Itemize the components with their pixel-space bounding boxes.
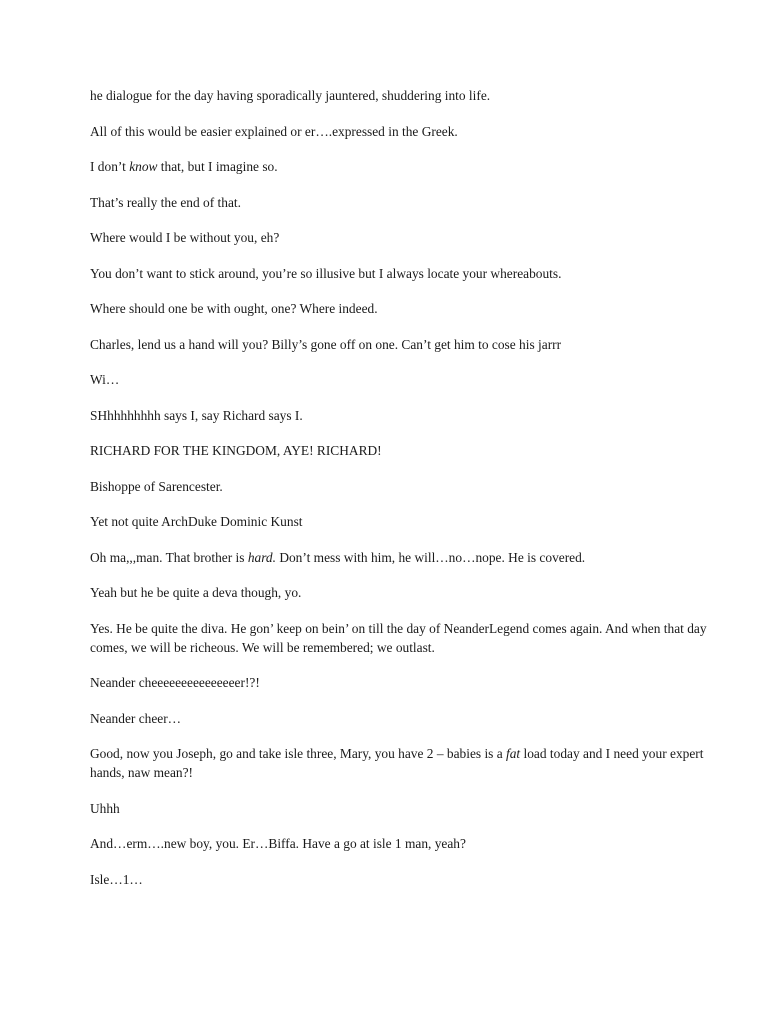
document-paragraph bbox=[90, 673, 710, 692]
document-paragraph bbox=[90, 477, 710, 496]
emphasized-text: hard. bbox=[247, 549, 276, 565]
document-paragraph bbox=[90, 406, 710, 425]
paragraph-text: And…erm….new boy, you. Er…Biffa. Have a go at isle 1 man, yeah? bbox=[90, 836, 466, 851]
paragraph-text: Don’t mess with him, he will…no…nope. He is covered. bbox=[275, 549, 586, 565]
paragraph-text: Isle…1… bbox=[90, 871, 143, 887]
document-paragraph bbox=[90, 583, 710, 602]
paragraph-text: I don’t bbox=[90, 159, 130, 174]
document-paragraph bbox=[90, 86, 710, 105]
document-paragraph bbox=[90, 122, 710, 141]
document-paragraph bbox=[90, 619, 710, 657]
document-paragraph bbox=[90, 264, 710, 283]
paragraph-text: All of this would be easier explained or er….expressed in the Greek. bbox=[90, 123, 458, 139]
emphasized-text: fat bbox=[506, 746, 521, 761]
document-paragraph bbox=[90, 335, 710, 354]
paragraph-text: Neander cheer… bbox=[90, 710, 182, 726]
paragraph-text: Where would I be without you, eh? bbox=[90, 230, 280, 245]
document-paragraph bbox=[90, 799, 710, 818]
paragraph-text: Good, now you Joseph, go and take isle three, Mary, you have 2 – babies is a bbox=[90, 746, 507, 761]
paragraph-text: Where should one be with ought, one? Where indeed. bbox=[90, 301, 378, 316]
paragraph-text: SHhhhhhhhh says I, say Richard says I. bbox=[90, 407, 303, 423]
document-paragraph bbox=[90, 834, 710, 853]
paragraph-text: RICHARD FOR THE KINGDOM, AYE! RICHARD! bbox=[90, 443, 382, 458]
emphasized-text: know bbox=[129, 159, 158, 174]
paragraph-text: You don’t want to stick around, you’re so illusive but I always locate your whereabouts. bbox=[90, 265, 562, 281]
paragraph-text: Yes. He be quite the diva. He gon’ keep on bein’ on till the day of NeanderLegend comes again. And when that day comes, we will be richeous. We will be remembered; we outlast. bbox=[90, 620, 710, 655]
document-paragraph bbox=[90, 193, 710, 212]
paragraph-text: Charles, lend us a hand will you? Billy’s gone off on one. Can’t get him to cose his jarrr bbox=[90, 336, 562, 352]
document-paragraph bbox=[90, 228, 710, 247]
paragraph-text: Yeah but he be quite a deva though, yo. bbox=[90, 585, 302, 600]
paragraph-text: Uhhh bbox=[90, 800, 120, 816]
document-paragraph bbox=[90, 157, 710, 176]
document-paragraph bbox=[90, 744, 710, 782]
paragraph-text: Oh ma,,,man. That brother is bbox=[90, 549, 248, 565]
paragraph-text: Neander cheeeeeeeeeeeeeeer!?! bbox=[90, 675, 260, 690]
document-paragraph bbox=[90, 441, 710, 460]
document-paragraph bbox=[90, 299, 710, 318]
document-paragraph bbox=[90, 370, 710, 389]
paragraph-text: Wi… bbox=[90, 372, 120, 387]
document-paragraph bbox=[90, 548, 710, 567]
paragraph-text: load today and I need your expert hands, naw mean?! bbox=[90, 746, 707, 780]
document-paragraph bbox=[90, 709, 710, 728]
document-body bbox=[90, 86, 710, 905]
paragraph-text: that, but I imagine so. bbox=[157, 159, 278, 174]
paragraph-text: he dialogue for the day having sporadically jauntered, shuddering into life. bbox=[90, 88, 491, 103]
paragraph-text: Yet not quite ArchDuke Dominic Kunst bbox=[90, 514, 303, 529]
document-paragraph bbox=[90, 870, 710, 889]
paragraph-text: Bishoppe of Sarencester. bbox=[90, 478, 223, 494]
document-paragraph bbox=[90, 512, 710, 531]
paragraph-text: That’s really the end of that. bbox=[90, 194, 241, 210]
